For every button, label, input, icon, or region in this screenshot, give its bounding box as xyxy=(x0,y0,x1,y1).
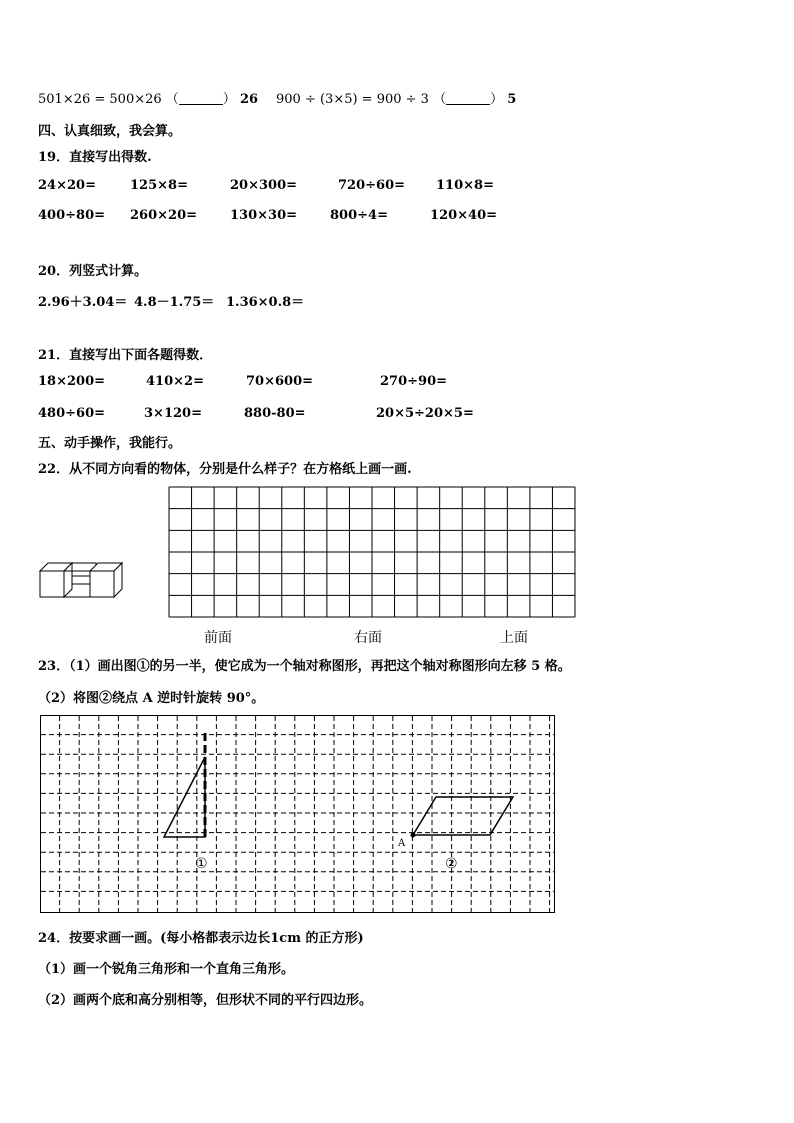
q19-item: 110×8= xyxy=(436,178,494,193)
view-label-top: 上面 xyxy=(500,630,528,646)
q19-item: 24×20= xyxy=(38,178,96,193)
compare-left-tail: 26 xyxy=(239,92,259,107)
figure-2-label: ② xyxy=(445,856,458,872)
compare-left-expr: 501×26 = 500×26 xyxy=(38,92,162,107)
view-label-right: 右面 xyxy=(354,630,382,646)
point-a-dot xyxy=(411,833,416,838)
q19-item: 120×40= xyxy=(430,208,498,223)
q20-item: 2.96＋3.04＝ xyxy=(38,295,128,310)
q22-title: 22．从不同方向看的物体，分别是什么样子？在方格纸上画一画. xyxy=(38,462,412,477)
q24-line1: （1）画一个锐角三角形和一个直角三角形。 xyxy=(38,962,295,977)
point-a-label: A xyxy=(398,838,406,849)
q19-item: 260×20= xyxy=(130,208,198,223)
cubes-figure xyxy=(38,556,134,602)
left-close-paren: ） xyxy=(222,92,236,107)
q21-item: 410×2= xyxy=(146,374,204,389)
compare-row-right xyxy=(276,88,516,107)
q19-title: 19．直接写出得数. xyxy=(38,150,152,165)
compare-right-tail: 5 xyxy=(507,92,517,107)
figure-2-parallelogram xyxy=(413,797,513,835)
q21-item: 3×120= xyxy=(144,406,202,421)
q20-item: 1.36×0.8＝ xyxy=(226,295,305,310)
figure-1-triangle xyxy=(164,757,205,837)
figure-1-label: ① xyxy=(195,856,208,872)
right-open-paren: （ xyxy=(433,92,447,107)
q24-title: 24．按要求画一画。(每小格都表示边长1cm 的正方形) xyxy=(38,931,364,946)
q19-item: 125×8= xyxy=(130,178,188,193)
q20-title: 20．列竖式计算。 xyxy=(38,264,148,279)
section-5-title: 五、动手操作，我能行。 xyxy=(38,436,182,451)
q23-line2: （2）将图②绕点 A 逆时针旋转 90°。 xyxy=(38,691,265,706)
q24-line2: （2）画两个底和高分别相等，但形状不同的平行四边形。 xyxy=(38,993,373,1008)
q21-item: 480÷60= xyxy=(38,406,106,421)
answer-blank-2[interactable] xyxy=(446,92,490,105)
compare-right-expr: 900 ÷ (3×5) = 900 ÷ 3 xyxy=(276,92,429,107)
q21-item: 880-80= xyxy=(244,406,306,421)
answer-blank-1[interactable] xyxy=(179,92,223,105)
q19-item: 720÷60= xyxy=(338,178,406,193)
q21-item: 270÷90= xyxy=(380,374,448,389)
q20-item: 4.8－1.75＝ xyxy=(134,295,215,310)
q23-grid-border xyxy=(41,716,555,913)
q22-drawing-grid[interactable] xyxy=(168,486,576,618)
q19-item: 20×300= xyxy=(230,178,298,193)
q19-item: 800÷4= xyxy=(330,208,388,223)
q21-title: 21．直接写出下面各题得数． xyxy=(38,348,213,363)
q23-dashed-grid[interactable] xyxy=(40,715,556,915)
q19-item: 400÷80= xyxy=(38,208,106,223)
q19-item: 130×30= xyxy=(230,208,298,223)
q21-item: 70×600= xyxy=(246,374,314,389)
view-label-front: 前面 xyxy=(204,630,232,646)
q21-item: 20×5÷20×5= xyxy=(376,406,474,421)
right-close-paren: ） xyxy=(490,92,504,107)
section-4-title: 四、认真细致，我会算。 xyxy=(38,124,182,139)
left-open-paren: （ xyxy=(165,92,179,107)
q23-line1: 23．（1）画出图①的另一半，使它成为一个轴对称图形，再把这个轴对称图形向左移 5 格。 xyxy=(38,659,571,674)
q21-item: 18×200= xyxy=(38,374,106,389)
compare-row xyxy=(38,88,258,107)
